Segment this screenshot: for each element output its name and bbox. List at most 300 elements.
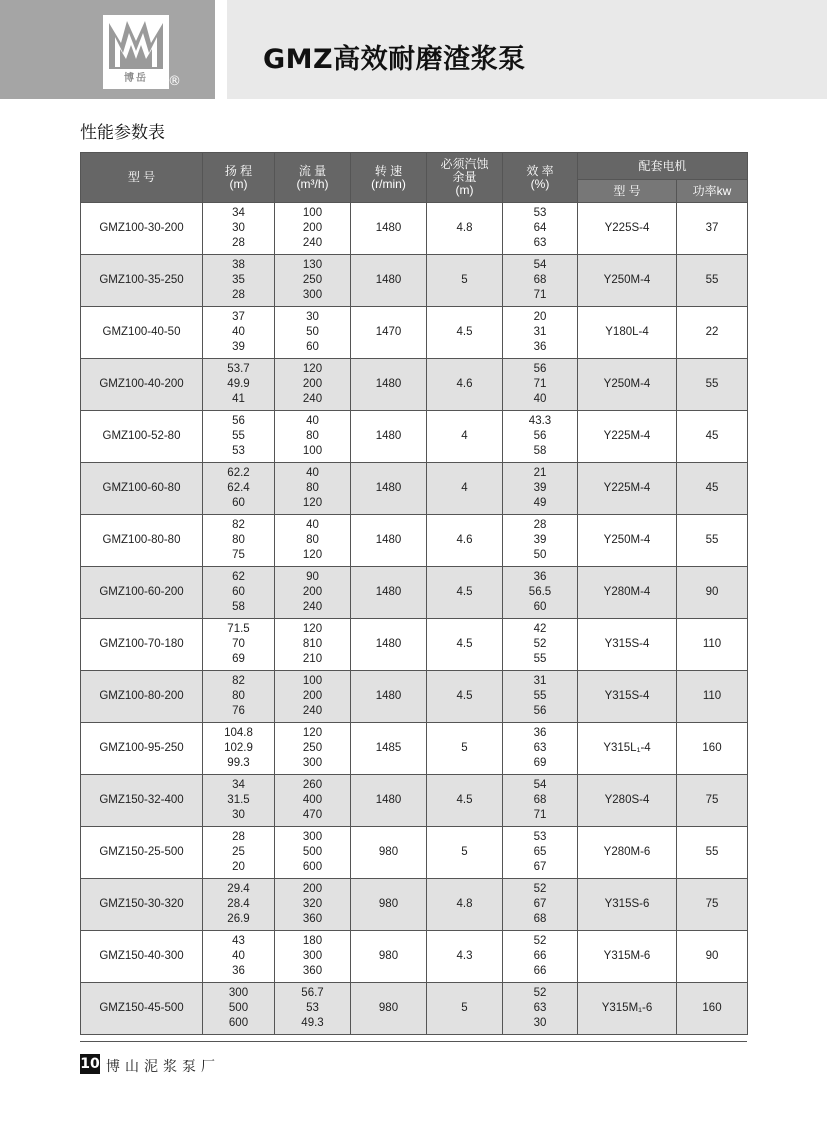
- cell-efficiency-value: 43.3: [528, 415, 552, 427]
- cell-head-value: 20: [232, 861, 245, 873]
- cell-flow: [275, 827, 351, 879]
- cell-head-value: 28: [232, 237, 245, 249]
- cell-efficiency-value: 56: [533, 705, 547, 717]
- cell-flow: [275, 671, 351, 723]
- cell-flow: [275, 567, 351, 619]
- cell-head-value: 26.9: [227, 913, 250, 925]
- cell-efficiency-value: 56.5: [528, 586, 552, 598]
- cell-flow: [275, 515, 351, 567]
- cell-efficiency-value: 52: [533, 883, 547, 895]
- cell-head-value: 35: [232, 274, 245, 286]
- cell-efficiency: [503, 619, 578, 671]
- col-header-npsh: 必须汽蚀余量 (m): [427, 153, 503, 203]
- table-row: [81, 619, 748, 671]
- cell-head-value: 80: [232, 690, 245, 702]
- cell-flow-value: 53: [306, 1002, 319, 1014]
- cell-motor-model: Y280M-6: [578, 827, 677, 879]
- cell-flow: [275, 619, 351, 671]
- cell-efficiency-value: 68: [533, 913, 547, 925]
- cell-speed: 1485: [351, 723, 427, 775]
- cell-efficiency-value: 52: [533, 935, 547, 947]
- cell-efficiency: [503, 983, 578, 1035]
- cell-head-value: 34: [232, 779, 245, 791]
- cell-motor-power: 55: [677, 515, 748, 567]
- cell-efficiency: [503, 359, 578, 411]
- cell-speed: 1480: [351, 619, 427, 671]
- cell-flow-value: 300: [302, 757, 323, 769]
- cell-model: GMZ100-60-80: [81, 463, 203, 515]
- cell-flow: [275, 203, 351, 255]
- table-row: [81, 463, 748, 515]
- cell-head-value: 30: [232, 809, 245, 821]
- cell-motor-model: Y180L-4: [578, 307, 677, 359]
- cell-head: [203, 307, 275, 359]
- cell-efficiency: [503, 203, 578, 255]
- cell-head-value: 71.5: [227, 623, 250, 635]
- cell-efficiency-value: 67: [533, 898, 547, 910]
- cell-head-value: 104.8: [224, 727, 253, 739]
- col-header-motor-group: 配套电机: [578, 153, 748, 180]
- cell-flow-value: 40: [306, 415, 319, 427]
- cell-motor-model: Y225M-4: [578, 463, 677, 515]
- cell-motor-power: 90: [677, 931, 748, 983]
- cell-flow-value: 320: [302, 898, 323, 910]
- cell-flow-value: 40: [306, 519, 319, 531]
- cell-efficiency: [503, 931, 578, 983]
- cell-flow-value: 300: [302, 831, 323, 843]
- table-row: [81, 775, 748, 827]
- cell-motor-power: 55: [677, 827, 748, 879]
- cell-efficiency-value: 55: [533, 690, 547, 702]
- cell-head-value: 300: [228, 987, 249, 999]
- cell-speed: 1480: [351, 411, 427, 463]
- cell-efficiency: [503, 775, 578, 827]
- table-row: [81, 931, 748, 983]
- performance-table: [80, 152, 748, 1035]
- company-logo: [103, 15, 169, 89]
- cell-model: GMZ100-40-200: [81, 359, 203, 411]
- cell-model: GMZ100-52-80: [81, 411, 203, 463]
- cell-efficiency-value: 39: [533, 482, 547, 494]
- col-header-motor-model: 型 号: [578, 180, 677, 203]
- cell-head-value: 28: [232, 831, 245, 843]
- cell-npsh: 5: [427, 827, 503, 879]
- cell-speed: 980: [351, 931, 427, 983]
- table-row: [81, 359, 748, 411]
- cell-head-value: 102.9: [224, 742, 253, 754]
- cell-head-value: 40: [232, 326, 245, 338]
- page-number: 10: [80, 1056, 100, 1072]
- cell-efficiency-value: 40: [533, 393, 547, 405]
- cell-head-value: 58: [232, 601, 245, 613]
- cell-model: GMZ100-80-80: [81, 515, 203, 567]
- cell-head: [203, 827, 275, 879]
- cell-npsh: 4.6: [427, 359, 503, 411]
- cell-head-value: 62.4: [227, 482, 250, 494]
- cell-motor-model: Y280S-4: [578, 775, 677, 827]
- cell-motor-model: Y315S-4: [578, 619, 677, 671]
- cell-efficiency-value: 71: [533, 378, 547, 390]
- cell-speed: 1480: [351, 203, 427, 255]
- cell-flow-value: 240: [302, 393, 323, 405]
- cell-head-value: 62: [232, 571, 245, 583]
- cell-speed: 1480: [351, 567, 427, 619]
- cell-head: [203, 255, 275, 307]
- cell-speed: 1480: [351, 463, 427, 515]
- cell-motor-power: 55: [677, 359, 748, 411]
- cell-flow-value: 360: [302, 965, 323, 977]
- cell-flow-value: 360: [302, 913, 323, 925]
- cell-flow-value: 120: [302, 497, 323, 509]
- cell-flow-value: 80: [306, 534, 319, 546]
- cell-head-value: 49.9: [227, 378, 250, 390]
- cell-head-value: 60: [232, 586, 245, 598]
- cell-head: [203, 931, 275, 983]
- cell-model: GMZ100-60-200: [81, 567, 203, 619]
- table-row: [81, 827, 748, 879]
- registered-mark: ®: [168, 74, 181, 89]
- cell-head-value: 56: [232, 415, 245, 427]
- cell-efficiency-value: 52: [533, 638, 547, 650]
- cell-npsh: 4.5: [427, 619, 503, 671]
- cell-motor-model: Y250M-4: [578, 515, 677, 567]
- cell-speed: 1480: [351, 359, 427, 411]
- cell-efficiency-value: 21: [533, 467, 547, 479]
- cell-efficiency-value: 53: [533, 831, 547, 843]
- cell-model: GMZ100-30-200: [81, 203, 203, 255]
- cell-flow-value: 80: [306, 430, 319, 442]
- cell-head-value: 69: [232, 653, 245, 665]
- cell-flow-value: 60: [306, 341, 319, 353]
- cell-npsh: 4.5: [427, 307, 503, 359]
- cell-head: [203, 671, 275, 723]
- cell-npsh: 4: [427, 463, 503, 515]
- cell-head: [203, 359, 275, 411]
- cell-head-value: 25: [232, 846, 245, 858]
- cell-efficiency-value: 28: [533, 519, 547, 531]
- cell-flow-value: 210: [302, 653, 323, 665]
- cell-npsh: 4.8: [427, 203, 503, 255]
- cell-head: [203, 567, 275, 619]
- cell-head-value: 80: [232, 534, 245, 546]
- cell-efficiency-value: 63: [533, 1002, 547, 1014]
- cell-npsh: 5: [427, 255, 503, 307]
- cell-npsh: 4: [427, 411, 503, 463]
- cell-flow-value: 200: [302, 222, 323, 234]
- logo-text: 博岳: [124, 73, 148, 84]
- cell-model: GMZ100-40-50: [81, 307, 203, 359]
- cell-motor-model: Y250M-4: [578, 255, 677, 307]
- cell-flow: [275, 723, 351, 775]
- cell-efficiency-value: 66: [533, 950, 547, 962]
- cell-head-value: 41: [232, 393, 245, 405]
- col-header-speed: 转 速 (r/min): [351, 153, 427, 203]
- cell-speed: 1480: [351, 255, 427, 307]
- cell-head-value: 82: [232, 675, 245, 687]
- cell-efficiency-value: 36: [533, 571, 547, 583]
- cell-efficiency-value: 39: [533, 534, 547, 546]
- cell-flow-value: 40: [306, 467, 319, 479]
- cell-flow: [275, 931, 351, 983]
- cell-model: GMZ100-70-180: [81, 619, 203, 671]
- cell-speed: 1480: [351, 671, 427, 723]
- cell-npsh: 4.5: [427, 567, 503, 619]
- cell-speed: 980: [351, 983, 427, 1035]
- col-header-head: 扬 程 (m): [203, 153, 275, 203]
- cell-efficiency-value: 58: [533, 445, 547, 457]
- cell-npsh: 4.6: [427, 515, 503, 567]
- cell-flow-value: 120: [302, 363, 323, 375]
- footer-divider: [80, 1041, 747, 1042]
- cell-flow: [275, 463, 351, 515]
- cell-efficiency-value: 20: [533, 311, 547, 323]
- cell-efficiency: [503, 307, 578, 359]
- cell-efficiency-value: 50: [533, 549, 547, 561]
- footer-company: 博山泥浆泵厂: [106, 1059, 220, 1075]
- cell-efficiency-value: 67: [533, 861, 547, 873]
- cell-efficiency-value: 55: [533, 653, 547, 665]
- cell-head-value: 38: [232, 259, 245, 271]
- cell-efficiency-value: 63: [533, 237, 547, 249]
- cell-head-value: 30: [232, 222, 245, 234]
- cell-flow-value: 260: [302, 779, 323, 791]
- table-row: [81, 567, 748, 619]
- cell-head-value: 43: [232, 935, 245, 947]
- cell-flow-value: 250: [302, 742, 323, 754]
- cell-motor-power: 45: [677, 463, 748, 515]
- cell-motor-model: Y315L₁-4: [578, 723, 677, 775]
- cell-model: GMZ150-32-400: [81, 775, 203, 827]
- cell-flow-value: 470: [302, 809, 323, 821]
- cell-flow-value: 100: [302, 445, 323, 457]
- table-row: [81, 879, 748, 931]
- cell-npsh: 4.8: [427, 879, 503, 931]
- cell-motor-power: 110: [677, 671, 748, 723]
- cell-head-value: 39: [232, 341, 245, 353]
- table-row: [81, 411, 748, 463]
- cell-flow-value: 240: [302, 601, 323, 613]
- cell-motor-model: Y250M-4: [578, 359, 677, 411]
- cell-motor-power: 160: [677, 723, 748, 775]
- cell-flow-value: 240: [302, 705, 323, 717]
- cell-efficiency-value: 56: [533, 363, 547, 375]
- cell-motor-power: 75: [677, 775, 748, 827]
- cell-motor-power: 55: [677, 255, 748, 307]
- cell-efficiency: [503, 723, 578, 775]
- cell-motor-model: Y280M-4: [578, 567, 677, 619]
- cell-efficiency: [503, 411, 578, 463]
- cell-flow-value: 120: [302, 727, 323, 739]
- cell-speed: 1480: [351, 775, 427, 827]
- cell-head: [203, 411, 275, 463]
- cell-flow-value: 130: [302, 259, 323, 271]
- cell-flow-value: 200: [302, 378, 323, 390]
- section-title: 性能参数表: [80, 123, 165, 143]
- cell-head-value: 28.4: [227, 898, 250, 910]
- cell-model: GMZ150-45-500: [81, 983, 203, 1035]
- cell-flow-value: 200: [302, 883, 323, 895]
- cell-npsh: 5: [427, 983, 503, 1035]
- page-title: GMZ高效耐磨渣浆泵: [263, 44, 526, 75]
- table-row: [81, 255, 748, 307]
- cell-motor-model: Y315S-4: [578, 671, 677, 723]
- col-header-flow: 流 量 (m³/h): [275, 153, 351, 203]
- cell-head: [203, 879, 275, 931]
- cell-motor-model: Y315M₁-6: [578, 983, 677, 1035]
- cell-model: GMZ150-25-500: [81, 827, 203, 879]
- cell-head-value: 34: [232, 207, 245, 219]
- header-logo-panel: [0, 0, 215, 99]
- cell-head-value: 99.3: [227, 757, 250, 769]
- cell-head-value: 53.7: [227, 363, 250, 375]
- cell-head-value: 29.4: [227, 883, 250, 895]
- cell-head-value: 70: [232, 638, 245, 650]
- cell-efficiency-value: 36: [533, 341, 547, 353]
- cell-efficiency-value: 65: [533, 846, 547, 858]
- cell-head: [203, 203, 275, 255]
- cell-flow-value: 600: [302, 861, 323, 873]
- cell-efficiency-value: 52: [533, 987, 547, 999]
- cell-flow-value: 120: [302, 549, 323, 561]
- cell-head-value: 62.2: [227, 467, 250, 479]
- cell-flow-value: 100: [302, 675, 323, 687]
- cell-flow-value: 180: [302, 935, 323, 947]
- cell-head: [203, 983, 275, 1035]
- table-row: [81, 307, 748, 359]
- cell-motor-power: 75: [677, 879, 748, 931]
- cell-efficiency-value: 31: [533, 326, 547, 338]
- cell-head-value: 55: [232, 430, 245, 442]
- cell-flow-value: 300: [302, 950, 323, 962]
- cell-efficiency-value: 63: [533, 742, 547, 754]
- cell-efficiency-value: 36: [533, 727, 547, 739]
- cell-flow-value: 500: [302, 846, 323, 858]
- cell-head-value: 40: [232, 950, 245, 962]
- cell-npsh: 4.5: [427, 671, 503, 723]
- cell-efficiency-value: 60: [533, 601, 547, 613]
- col-header-motor-power: 功率kw: [677, 180, 748, 203]
- cell-model: GMZ100-95-250: [81, 723, 203, 775]
- cell-flow: [275, 255, 351, 307]
- col-header-efficiency: 效 率 (%): [503, 153, 578, 203]
- cell-head: [203, 619, 275, 671]
- cell-flow-value: 200: [302, 586, 323, 598]
- cell-flow: [275, 307, 351, 359]
- cell-flow-value: 810: [302, 638, 323, 650]
- cell-flow-value: 100: [302, 207, 323, 219]
- cell-flow-value: 250: [302, 274, 323, 286]
- cell-efficiency-value: 54: [533, 259, 547, 271]
- cell-model: GMZ150-40-300: [81, 931, 203, 983]
- cell-model: GMZ150-30-320: [81, 879, 203, 931]
- cell-flow-value: 120: [302, 623, 323, 635]
- cell-efficiency-value: 53: [533, 207, 547, 219]
- cell-motor-power: 110: [677, 619, 748, 671]
- cell-efficiency: [503, 567, 578, 619]
- cell-motor-model: Y225M-4: [578, 411, 677, 463]
- cell-flow-value: 240: [302, 237, 323, 249]
- table-row: [81, 515, 748, 567]
- cell-motor-power: 37: [677, 203, 748, 255]
- cell-efficiency-value: 54: [533, 779, 547, 791]
- cell-efficiency-value: 42: [533, 623, 547, 635]
- cell-flow: [275, 775, 351, 827]
- cell-speed: 1470: [351, 307, 427, 359]
- cell-flow: [275, 879, 351, 931]
- table-row: [81, 983, 748, 1035]
- cell-efficiency-value: 64: [533, 222, 547, 234]
- cell-head-value: 36: [232, 965, 245, 977]
- cell-efficiency: [503, 463, 578, 515]
- cell-motor-power: 45: [677, 411, 748, 463]
- cell-speed: 1480: [351, 515, 427, 567]
- cell-head: [203, 775, 275, 827]
- cell-flow-value: 50: [306, 326, 319, 338]
- cell-efficiency-value: 68: [533, 794, 547, 806]
- cell-npsh: 5: [427, 723, 503, 775]
- cell-efficiency-value: 71: [533, 289, 547, 301]
- cell-efficiency: [503, 515, 578, 567]
- cell-head-value: 500: [228, 1002, 249, 1014]
- cell-flow: [275, 411, 351, 463]
- cell-efficiency-value: 69: [533, 757, 547, 769]
- cell-flow: [275, 983, 351, 1035]
- cell-efficiency-value: 30: [533, 1017, 547, 1029]
- cell-motor-model: Y315M-6: [578, 931, 677, 983]
- cell-efficiency-value: 49: [533, 497, 547, 509]
- cell-head: [203, 463, 275, 515]
- cell-speed: 980: [351, 827, 427, 879]
- cell-model: GMZ100-80-200: [81, 671, 203, 723]
- cell-efficiency-value: 31: [533, 675, 547, 687]
- col-header-model: 型 号: [81, 153, 203, 203]
- table-row: [81, 671, 748, 723]
- cell-motor-power: 90: [677, 567, 748, 619]
- cell-head-value: 82: [232, 519, 245, 531]
- cell-efficiency-value: 56: [533, 430, 547, 442]
- cell-motor-power: 22: [677, 307, 748, 359]
- cell-flow-value: 56.7: [301, 987, 324, 999]
- cell-head-value: 37: [232, 311, 245, 323]
- cell-flow-value: 300: [302, 289, 323, 301]
- table-row: [81, 723, 748, 775]
- cell-npsh: 4.5: [427, 775, 503, 827]
- cell-motor-model: Y225S-4: [578, 203, 677, 255]
- cell-efficiency-value: 68: [533, 274, 547, 286]
- cell-model: GMZ100-35-250: [81, 255, 203, 307]
- cell-head: [203, 723, 275, 775]
- cell-efficiency: [503, 827, 578, 879]
- cell-head-value: 75: [232, 549, 245, 561]
- cell-head-value: 53: [232, 445, 245, 457]
- cell-flow-value: 80: [306, 482, 319, 494]
- cell-efficiency: [503, 879, 578, 931]
- crown-logo-icon: [105, 17, 167, 73]
- cell-head: [203, 515, 275, 567]
- cell-npsh: 4.3: [427, 931, 503, 983]
- cell-flow-value: 90: [306, 571, 319, 583]
- cell-efficiency-value: 71: [533, 809, 547, 821]
- cell-head-value: 600: [228, 1017, 249, 1029]
- cell-flow: [275, 359, 351, 411]
- cell-motor-model: Y315S-6: [578, 879, 677, 931]
- cell-flow-value: 49.3: [301, 1017, 324, 1029]
- cell-flow-value: 30: [306, 311, 319, 323]
- cell-flow-value: 400: [302, 794, 323, 806]
- cell-head-value: 60: [232, 497, 245, 509]
- cell-efficiency-value: 66: [533, 965, 547, 977]
- cell-efficiency: [503, 671, 578, 723]
